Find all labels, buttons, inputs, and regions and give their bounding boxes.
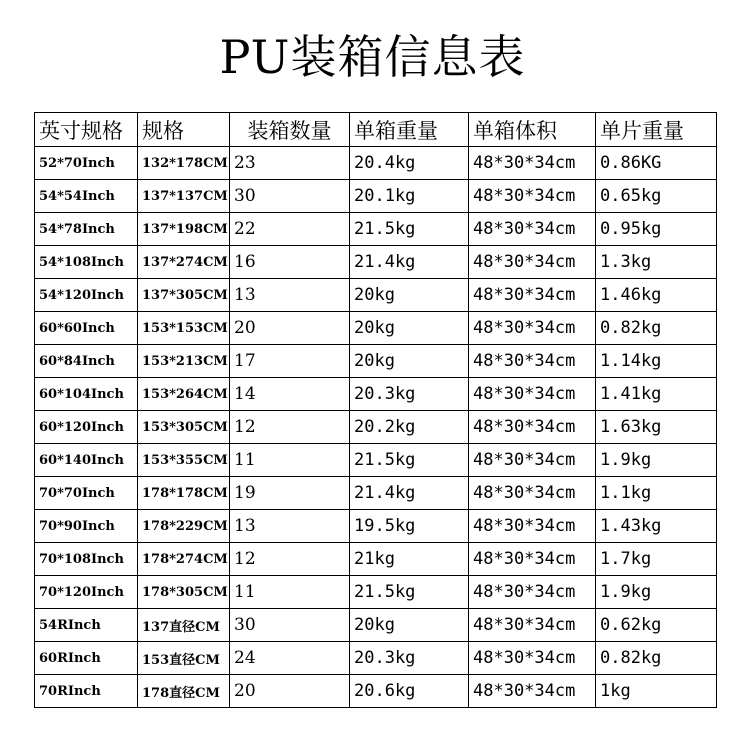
box-volume-cell: 48*30*34cm bbox=[469, 675, 596, 708]
box-weight-cell: 20.1kg bbox=[350, 180, 469, 213]
header-box-volume: 单箱体积 bbox=[469, 113, 596, 147]
piece-weight-cell: 1.9kg bbox=[596, 444, 717, 477]
inch-size-cell: 60RInch bbox=[35, 642, 138, 675]
inch-size-cell: 60*60Inch bbox=[35, 312, 138, 345]
box-quantity-cell: 11 bbox=[230, 576, 350, 609]
table-row bbox=[35, 609, 717, 642]
box-weight-cell: 20.3kg bbox=[350, 642, 469, 675]
box-weight-cell: 20kg bbox=[350, 279, 469, 312]
box-quantity-cell: 12 bbox=[230, 411, 350, 444]
box-volume-cell: 48*30*34cm bbox=[469, 180, 596, 213]
table-row bbox=[35, 345, 717, 378]
box-volume-cell: 48*30*34cm bbox=[469, 246, 596, 279]
inch-size-cell: 60*104Inch bbox=[35, 378, 138, 411]
box-quantity-cell: 11 bbox=[230, 444, 350, 477]
inch-size-cell: 52*70Inch bbox=[35, 147, 138, 180]
inch-size-cell: 54RInch bbox=[35, 609, 138, 642]
box-volume-cell: 48*30*34cm bbox=[469, 543, 596, 576]
size-cell: 153*305CM bbox=[138, 411, 230, 444]
piece-weight-cell: 0.95kg bbox=[596, 213, 717, 246]
packing-info-table bbox=[34, 112, 717, 708]
inch-size-cell: 54*78Inch bbox=[35, 213, 138, 246]
inch-size-cell: 54*120Inch bbox=[35, 279, 138, 312]
box-volume-cell: 48*30*34cm bbox=[469, 444, 596, 477]
inch-size-cell: 70RInch bbox=[35, 675, 138, 708]
page-title: PU装箱信息表 bbox=[219, 30, 526, 84]
size-cell: 153直径CM bbox=[138, 642, 230, 675]
box-weight-cell: 21.5kg bbox=[350, 213, 469, 246]
header-box-quantity: 装箱数量 bbox=[230, 113, 350, 147]
size-cell: 153*213CM bbox=[138, 345, 230, 378]
box-volume-cell: 48*30*34cm bbox=[469, 510, 596, 543]
box-weight-cell: 19.5kg bbox=[350, 510, 469, 543]
box-weight-cell: 20.2kg bbox=[350, 411, 469, 444]
box-weight-cell: 20kg bbox=[350, 312, 469, 345]
table-row bbox=[35, 411, 717, 444]
size-cell: 178*274CM bbox=[138, 543, 230, 576]
box-quantity-cell: 24 bbox=[230, 642, 350, 675]
box-quantity-cell: 30 bbox=[230, 609, 350, 642]
box-volume-cell: 48*30*34cm bbox=[469, 477, 596, 510]
piece-weight-cell: 0.82kg bbox=[596, 642, 717, 675]
piece-weight-cell: 1.7kg bbox=[596, 543, 717, 576]
piece-weight-cell: 1.1kg bbox=[596, 477, 717, 510]
inch-size-cell: 70*70Inch bbox=[35, 477, 138, 510]
box-weight-cell: 21.5kg bbox=[350, 444, 469, 477]
box-weight-cell: 21kg bbox=[350, 543, 469, 576]
piece-weight-cell: 0.65kg bbox=[596, 180, 717, 213]
header-box-weight: 单箱重量 bbox=[350, 113, 469, 147]
table-row bbox=[35, 543, 717, 576]
piece-weight-cell: 0.86KG bbox=[596, 147, 717, 180]
box-volume-cell: 48*30*34cm bbox=[469, 576, 596, 609]
table-row bbox=[35, 444, 717, 477]
inch-size-cell: 60*120Inch bbox=[35, 411, 138, 444]
piece-weight-cell: 0.62kg bbox=[596, 609, 717, 642]
piece-weight-cell: 1.46kg bbox=[596, 279, 717, 312]
header-size: 规格 bbox=[138, 113, 230, 147]
box-quantity-cell: 13 bbox=[230, 279, 350, 312]
inch-size-cell: 54*108Inch bbox=[35, 246, 138, 279]
size-cell: 137*274CM bbox=[138, 246, 230, 279]
box-quantity-cell: 19 bbox=[230, 477, 350, 510]
box-weight-cell: 21.4kg bbox=[350, 477, 469, 510]
table-row bbox=[35, 279, 717, 312]
size-cell: 137直径CM bbox=[138, 609, 230, 642]
size-cell: 178*305CM bbox=[138, 576, 230, 609]
table-row bbox=[35, 213, 717, 246]
table-row bbox=[35, 246, 717, 279]
box-quantity-cell: 20 bbox=[230, 675, 350, 708]
size-cell: 153*264CM bbox=[138, 378, 230, 411]
box-quantity-cell: 14 bbox=[230, 378, 350, 411]
inch-size-cell: 54*54Inch bbox=[35, 180, 138, 213]
inch-size-cell: 60*140Inch bbox=[35, 444, 138, 477]
box-volume-cell: 48*30*34cm bbox=[469, 345, 596, 378]
table-row bbox=[35, 642, 717, 675]
box-volume-cell: 48*30*34cm bbox=[469, 213, 596, 246]
table-row bbox=[35, 576, 717, 609]
box-quantity-cell: 13 bbox=[230, 510, 350, 543]
box-weight-cell: 21.5kg bbox=[350, 576, 469, 609]
table-row bbox=[35, 477, 717, 510]
piece-weight-cell: 1.9kg bbox=[596, 576, 717, 609]
size-cell: 178*178CM bbox=[138, 477, 230, 510]
inch-size-cell: 70*90Inch bbox=[35, 510, 138, 543]
box-volume-cell: 48*30*34cm bbox=[469, 642, 596, 675]
piece-weight-cell: 1.41kg bbox=[596, 378, 717, 411]
box-volume-cell: 48*30*34cm bbox=[469, 609, 596, 642]
box-weight-cell: 20kg bbox=[350, 345, 469, 378]
piece-weight-cell: 1.63kg bbox=[596, 411, 717, 444]
box-weight-cell: 20.6kg bbox=[350, 675, 469, 708]
size-cell: 137*137CM bbox=[138, 180, 230, 213]
piece-weight-cell: 1.43kg bbox=[596, 510, 717, 543]
piece-weight-cell: 1.14kg bbox=[596, 345, 717, 378]
box-weight-cell: 20.4kg bbox=[350, 147, 469, 180]
table-row bbox=[35, 378, 717, 411]
box-volume-cell: 48*30*34cm bbox=[469, 312, 596, 345]
size-cell: 132*178CM bbox=[138, 147, 230, 180]
inch-size-cell: 60*84Inch bbox=[35, 345, 138, 378]
header-row bbox=[35, 113, 717, 147]
box-quantity-cell: 20 bbox=[230, 312, 350, 345]
table-row bbox=[35, 312, 717, 345]
table-row bbox=[35, 675, 717, 708]
piece-weight-cell: 1.3kg bbox=[596, 246, 717, 279]
box-quantity-cell: 16 bbox=[230, 246, 350, 279]
box-weight-cell: 20.3kg bbox=[350, 378, 469, 411]
size-cell: 153*153CM bbox=[138, 312, 230, 345]
size-cell: 137*305CM bbox=[138, 279, 230, 312]
piece-weight-cell: 0.82kg bbox=[596, 312, 717, 345]
size-cell: 153*355CM bbox=[138, 444, 230, 477]
box-quantity-cell: 22 bbox=[230, 213, 350, 246]
box-quantity-cell: 12 bbox=[230, 543, 350, 576]
box-quantity-cell: 23 bbox=[230, 147, 350, 180]
header-inch-size: 英寸规格 bbox=[35, 113, 138, 147]
table-row bbox=[35, 180, 717, 213]
box-weight-cell: 20kg bbox=[350, 609, 469, 642]
box-volume-cell: 48*30*34cm bbox=[469, 411, 596, 444]
inch-size-cell: 70*108Inch bbox=[35, 543, 138, 576]
table-row bbox=[35, 510, 717, 543]
size-cell: 178直径CM bbox=[138, 675, 230, 708]
box-weight-cell: 21.4kg bbox=[350, 246, 469, 279]
table-row bbox=[35, 147, 717, 180]
box-volume-cell: 48*30*34cm bbox=[469, 279, 596, 312]
size-cell: 137*198CM bbox=[138, 213, 230, 246]
box-quantity-cell: 30 bbox=[230, 180, 350, 213]
header-piece-weight: 单片重量 bbox=[596, 113, 717, 147]
box-volume-cell: 48*30*34cm bbox=[469, 378, 596, 411]
inch-size-cell: 70*120Inch bbox=[35, 576, 138, 609]
box-quantity-cell: 17 bbox=[230, 345, 350, 378]
size-cell: 178*229CM bbox=[138, 510, 230, 543]
piece-weight-cell: 1kg bbox=[596, 675, 717, 708]
box-volume-cell: 48*30*34cm bbox=[469, 147, 596, 180]
